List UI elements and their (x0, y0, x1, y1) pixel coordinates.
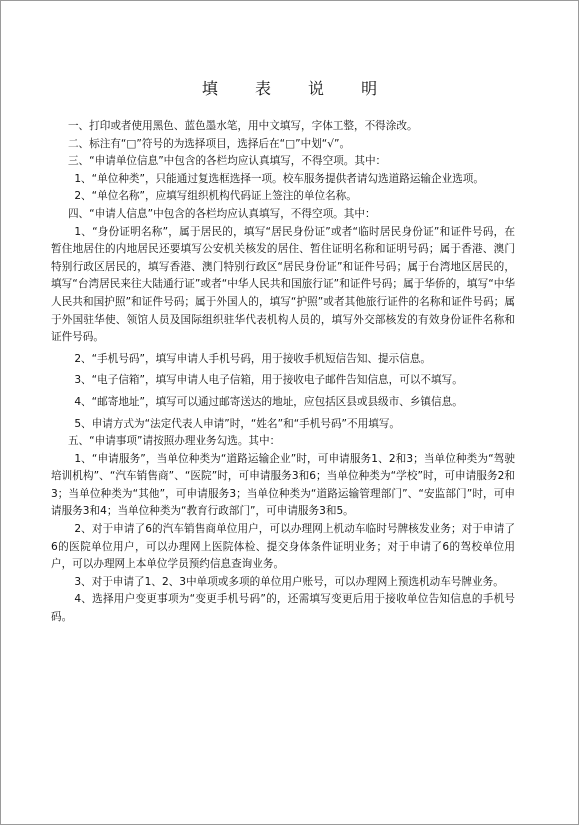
instruction-5-2: 2、对于申请了6的汽车销售商单位用户，可以办理网上机动车临时号牌核发业务；对于申请了6的医院单位用户，可以办理网上医院体检、提交身体条件证明业务；对于申请了6的驾校单位用户，可以办理网上本单位学员预约信息查询业务。 (51, 523, 515, 571)
instruction-4-2: 2、“手机号码”，填写申请人手机号码，用于接收手机短信告知、提示信息。 (74, 352, 432, 365)
instruction-3-1: 1、“单位种类”，只能通过复选框选择一项。校车服务提供者请勾选道路运输企业选项。 (74, 172, 484, 185)
instruction-4-1: 1、“身份证明名称”，属于居民的，填写“居民身份证”或者“临时居民身份证”和证件号码，在暂住地居住的内地居民还要填写公安机关核发的居住、暂住证明名称和证明号码；属于香港、澳门特别行政区居民的，填写香港、澳门特别行政区“居民身份证”和证件号码；属于台湾地区居民的，填写“台湾居民来往大陆通行证”或者“中华人民共和国旅行证”和证件号码；属于华侨的，填写“中华人民共和国护照”和证件号码；属于外国人的，填写“护照”或者其他旅行证件的名称和证件号码；属于外国驻华使、领馆人员及国际组织驻华代表机构人员的，填写外交部核发的有效身份证件名称和证件号码。 (51, 225, 515, 344)
instruction-4-3: 3、“电子信箱”，填写申请人电子信箱，用于接收电子邮件告知信息，可以不填写。 (74, 374, 463, 387)
instruction-3: 三、“申请单位信息”中包含的各栏均应认真填写，不得空项。其中： (67, 155, 387, 168)
instruction-5-1: 1、“申请服务”，当单位种类为“道路运输企业”时，可申请服务1、2和3；当单位种类为“驾驶培训机构”、“汽车销售商”、“医院”时，可申请服务3和6；当单位种类为“学校”时，可申请服务2和3；当单位种类为“其他”，可申请服务3；当单位种类为“道路运输管理部门”、“安监部门”时，可申请服务3和4；当单位种类为“教育行政部门”，可申请服务3和5。 (51, 452, 515, 518)
instruction-1: 一、打印或者使用黑色、蓝色墨水笔，用中文填写，字体工整，不得涂改。 (67, 120, 418, 132)
instruction-4-5: 5、申请方式为“法定代表人申请”时，“姓名”和“手机号码”不用填写。 (74, 417, 401, 430)
page-title: 填 表 说 明 (201, 79, 394, 98)
instruction-4-4: 4、“邮寄地址”，填写可以通过邮寄送达的地址，应包括区县或县级市、乡镇信息。 (74, 395, 463, 408)
instruction-5: 五、“申请事项”请按照办理业务勾选。其中： (67, 435, 281, 448)
instruction-3-2: 2、“单位名称”，应填写组织机构代码证上签注的单位名称。 (74, 190, 357, 203)
instruction-4: 四、“申请人信息”中包含的各栏均应认真填写，不得空项。其中： (67, 207, 376, 220)
instruction-5-3: 3、对于申请了1、2、3中单项或多项的单位用户账号，可以办理网上预选机动车号牌业务。 (74, 575, 504, 588)
instructions-body (51, 118, 515, 627)
instruction-2: 二、标注有“□”符号的为选择项目，选择后在“□”中划“√”。 (67, 137, 351, 150)
instruction-5-4: 4、选择用户变更事项为“变更手机号码”的，还需填写变更后用于接收单位告知信息的手机号码。 (51, 593, 515, 624)
